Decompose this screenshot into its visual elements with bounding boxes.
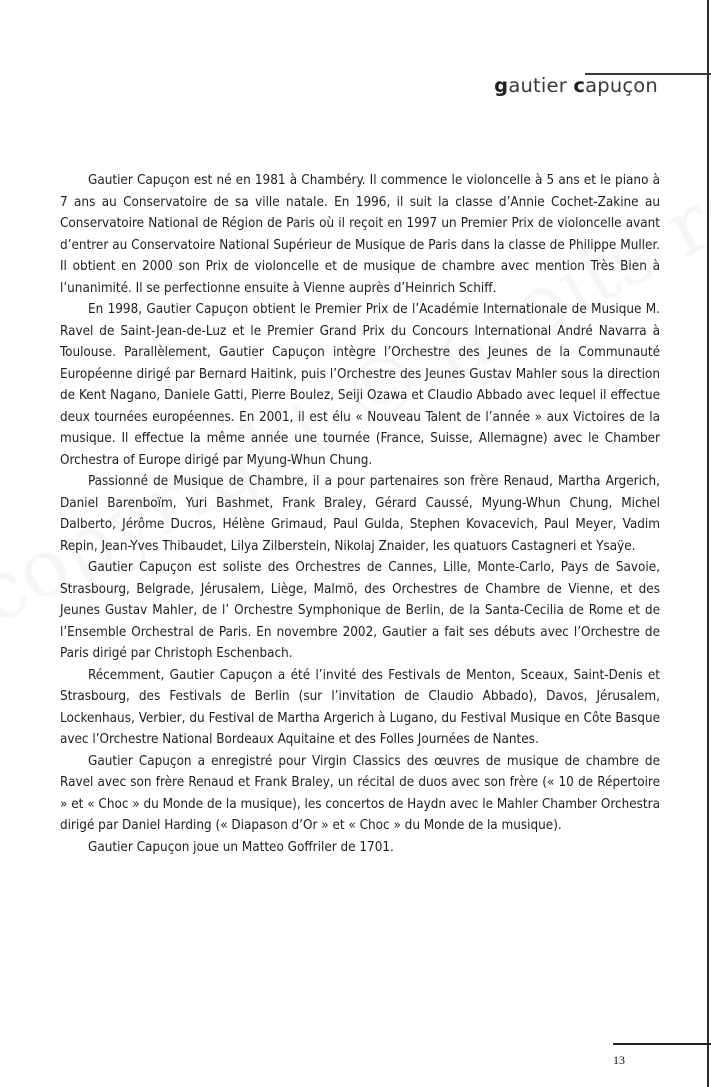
paragraph-chamber-music: Passionné de Musique de Chambre, il a pour partenaires son frère Renaud, Martha Argerich, Daniel Barenboïm, Yuri Bashmet, Frank Braley, Gérard Caussé, Myung-Whun Chung, Michel Dalberto, Jérôme Ducros, Hélène Grimaud, Paul Gulda, Stephen Kovacevich, Paul Meyer, Vadim Repin, Jean-Yves Thibaudet, Lilya Zilberstein, Nikolaj Znaider, les quatuors Castagneri et Ysaÿe. xyxy=(60,474,660,554)
page-title xyxy=(494,74,658,97)
paragraph-soloist: Gautier Capuçon est soliste des Orchestres de Cannes, Lille, Monte-Carlo, Pays de Savoie, Strasbourg, Belgrade, Jérusalem, Liège, Malmö, des Orchestres de Chambre de Vienne, et des Jeunes Gustav Mahler, de l’ Orchestre Symphonique de Berlin, de la Santa-Cecilia de Rome et de l’Ensemble Orchestral de Paris. En novembre 2002, Gautier a fait ses débuts avec l’Orchestre de Paris dirigé par Christoph Eschenbach. xyxy=(60,560,660,661)
paragraph-festivals: Récemment, Gautier Capuçon a été l’invité des Festivals de Menton, Sceaux, Saint-Denis et Strasbourg, des Festivals de Berlin (sur l’invitation de Claudio Abbado), Davos, Jérusalem, Lockenhaus, Verbier, du Festival de Martha Argerich à Lugano, du Festival Musique en Côte Basque avec l’Orchestre National Bordeaux Aquitaine et des Folles Journées de Nantes. xyxy=(60,667,660,747)
biography-body xyxy=(60,170,660,858)
title-initial-c: c xyxy=(573,74,586,97)
title-first-word-rest: autier xyxy=(508,74,574,97)
footer-rule xyxy=(613,1043,711,1045)
paragraph-early-training: Gautier Capuçon est né en 1981 à Chambéry. Il commence le violoncelle à 5 ans et le piano à 7 ans au Conservatoire de sa ville natale. En 1996, il suit la classe d’Annie Cochet-Zakine au Conservatoire National de Région de Paris où il reçoit en 1997 un Premier Prix de violoncelle avant d’entrer au Conservatoire National Supérieur de Musique de Paris dans la classe de Philippe Muller. Il obtient en 2000 son Prix de violoncelle et de musique de chambre avec mention Très Bien à l’unanimité. Il se perfectionne ensuite à Vienne auprès d’Heinrich Schiff. xyxy=(60,173,660,296)
title-second-word-rest: apuçon xyxy=(585,74,658,97)
paragraph-instrument: Gautier Capuçon joue un Matteo Goffriler de 1701. xyxy=(88,839,394,855)
page-number: 13 xyxy=(613,1053,625,1067)
paragraph-recordings: Gautier Capuçon a enregistré pour Virgin Classics des œuvres de musique de chambre de Ravel avec son frère Renaud et Frank Braley, un récital de duos avec son frère (« 10 de Répertoire » et « Choc » du Monde de la musique), les concertos de Haydn avec le Mahler Chamber Orchestra dirigé par Daniel Harding (« Diapason d’Or » et « Choc » du Monde de la musique). xyxy=(60,753,660,833)
title-initial-g: g xyxy=(494,74,509,97)
page-edge-line xyxy=(707,0,709,1087)
paragraph-prizes: En 1998, Gautier Capuçon obtient le Premier Prix de l’Académie Internationale de Musique M. Ravel de Saint-Jean-de-Luz et le Premier Grand Prix du Concours International André Navarra à Toulouse. Parallèlement, Gautier Capuçon intègre l’Orchestre des Jeunes de la Communauté Européenne dirigé par Bernard Haitink, puis l’Orchestre des Jeunes Gustav Mahler sous la direction de Kent Nagano, Daniele Gatti, Pierre Boulez, Seiji Ozawa et Claudio Abbado avec lequel il effectue deux tournées européennes. En 2001, il est élu « Nouveau Talent de l’année » aux Victoires de la musique. Il effectue la même année une tournée (France, Suisse, Allemagne) avec le Chamber Orchestra of Europe dirigé par Myung-Whun Chung. xyxy=(60,302,660,468)
